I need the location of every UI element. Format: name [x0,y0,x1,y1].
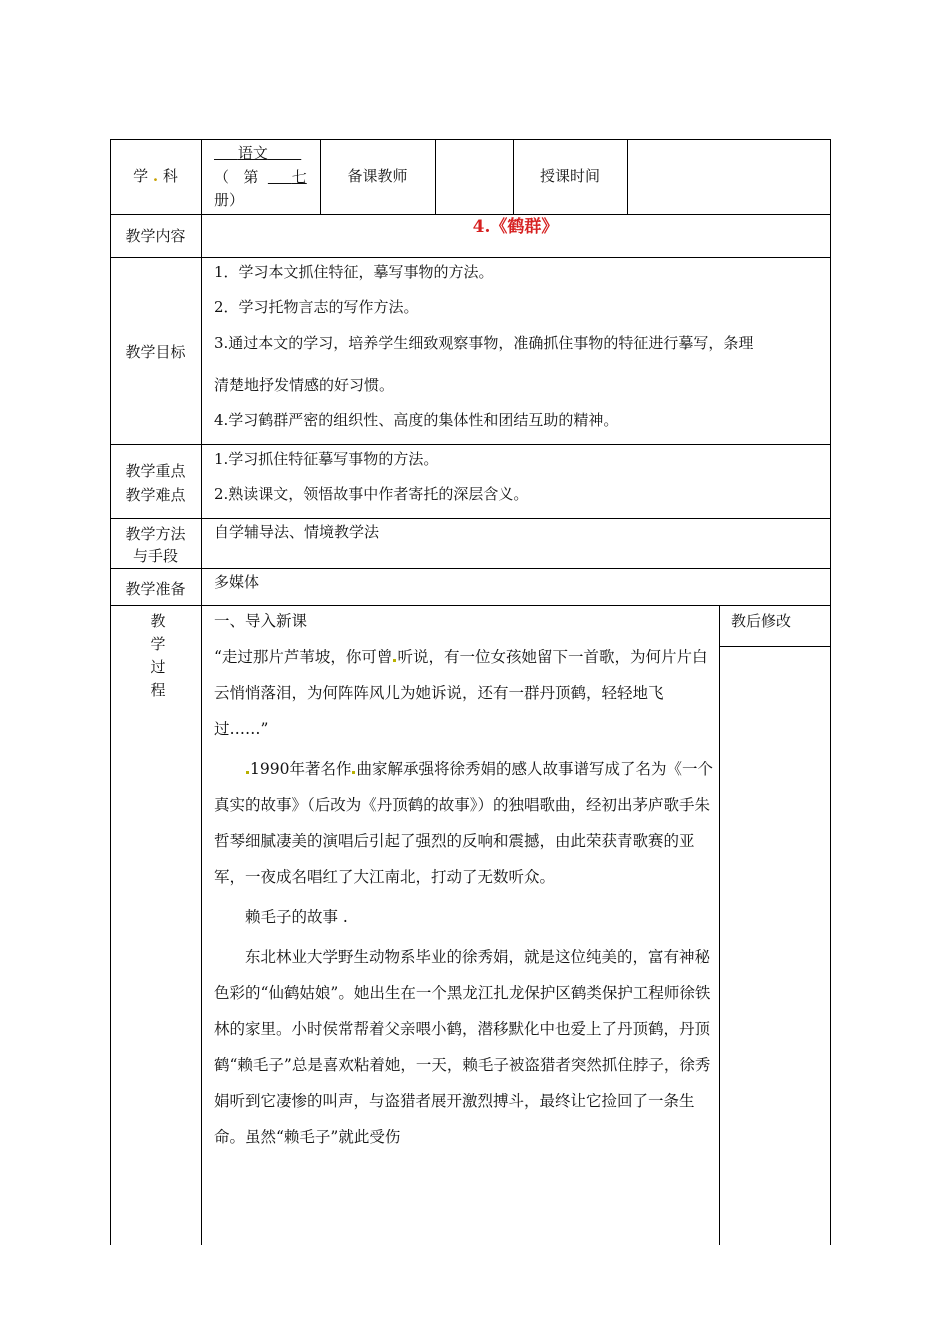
process-label-char-4: 程 [150,681,166,699]
subject-value [214,143,301,163]
volume-di: 第 [243,168,259,186]
process-quote: “走过那片芦苇坡，你可曾 听说，有一位女孩她留下一首歌，为何片片白云悄悄落泪，为何阵阵风儿为她诉说，还有一群丹顶鹤，轻轻地飞过……” [214,648,708,738]
process-label-char-1: 教 [150,612,166,630]
row-separator-1 [110,214,831,215]
goal-item-1: 1．学习本文抓住特征，摹写事物的方法。 [214,263,494,281]
header-divider-3 [435,139,436,214]
process-label-char-3: 过 [150,658,166,676]
goal-item-3: 3.通过本文的学习，培养学生细致观察事物，准确抓住事物的特征进行摹写，条理 [214,334,754,352]
goal-item-4: 4.学习鹤群严密的组织性、高度的集体性和团结互助的精神。 [214,411,619,429]
table-border-top [110,139,831,140]
keypoints-label-2: 教学难点 [125,486,186,504]
time-label: 授课时间 [539,167,600,185]
highlight-mark [352,771,355,774]
revision-header-separator [719,646,831,647]
process-heading: 一、导入新课 [214,612,308,630]
teacher-label: 备课教师 [347,167,408,185]
keypoint-item-1: 1.学习抓住特征摹写事物的方法。 [214,450,439,468]
process-paragraph-1: 1990年著名作 曲家解承强将徐秀娟的感人故事谱写成了名为《一个真实的故事》（后改为《丹顶鹤的故事》）的独唱歌曲，经初出茅庐歌手朱哲琴细腻凄美的演唱后引起了强烈的反响和震撼，由此荣获青歌赛的亚军，一夜成名唱红了大江南北，打动了无数听众。 [214,760,713,886]
keypoint-item-2: 2.熟读课文，领悟故事中作者寄托的深层含义。 [214,485,529,503]
row-separator-2 [110,257,831,258]
subject-label [110,166,201,186]
process-label [140,610,176,702]
row-separator-5 [110,568,831,569]
goal-item-2: 2．学习托物言志的写作方法。 [214,298,419,316]
goal-item-3-cont: 清楚地抒发情感的好习惯。 [214,376,395,394]
process-label-char-2: 学 [150,635,166,653]
revision-column-divider [719,605,720,1245]
row-separator-3 [110,444,831,445]
subject-value-text: 语文 [237,144,268,162]
volume-open: （ [214,168,230,186]
prep-label: 教学准备 [125,580,186,598]
header-divider-1 [201,139,202,257]
table-border-right [830,139,831,1245]
row-separator-4 [110,518,831,519]
highlight-mark [393,659,396,662]
methods-value: 自学辅导法、情境教学法 [214,523,380,541]
process-paragraph-2: 赖毛子的故事 . [245,908,348,926]
volume-close: 册） [214,191,245,209]
goals-label: 教学目标 [125,343,186,361]
header-divider-5 [627,139,628,214]
methods-label-2: 与手段 [132,547,178,565]
keypoints-label-1: 教学重点 [125,462,186,480]
subject-label-dot: . [152,167,159,185]
highlight-mark [246,771,249,774]
table-border-left [110,139,111,1245]
label-column-divider [201,257,202,1245]
volume-number: 七 [291,168,307,186]
methods-label-1: 教学方法 [125,525,186,543]
process-paragraph-3: 东北林业大学野生动物系毕业的徐秀娟，就是这位纯美的，富有神秘色彩的“仙鹤姑娘”。她出生在一个黑龙江扎龙保护区鹤类保护工程师徐铁林的家里。小时侯常帮着父亲喂小鹤，潜移默化中也爱上了丹顶鹤，丹顶鹤“赖毛子”总是喜欢粘着她，一天，赖毛子被盗猎者突然抓住脖子，徐秀娟听到它凄惨的叫声，与盗猎者展开激烈搏斗，最终让它捡回了一条生命。虽然“赖毛子”就此受伤 [214,948,711,1146]
volume-line [214,167,307,187]
content-label: 教学内容 [125,227,186,245]
subject-label-char-2: 科 [162,167,178,185]
revision-label: 教后修改 [731,612,792,630]
lesson-title: 4.《鹤群》 [472,217,559,237]
prep-value: 多媒体 [214,573,260,591]
subject-label-char-1: 学 [133,167,149,185]
process-body [214,603,714,1155]
